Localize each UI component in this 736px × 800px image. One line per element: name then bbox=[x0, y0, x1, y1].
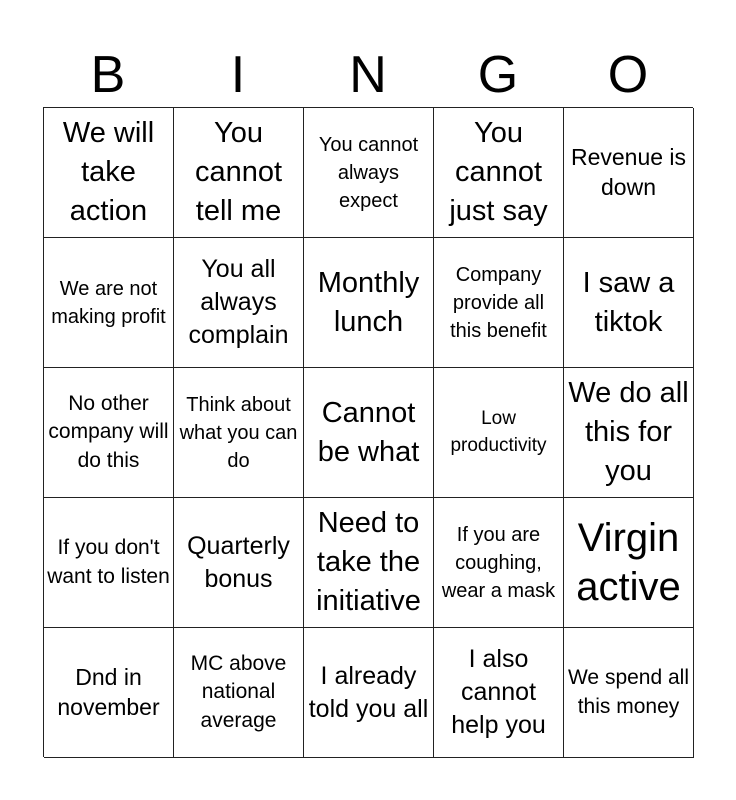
header-letter-o: O bbox=[607, 46, 649, 104]
bingo-cell[interactable] bbox=[564, 498, 694, 628]
bingo-cell[interactable] bbox=[174, 238, 304, 368]
bingo-cell[interactable] bbox=[44, 238, 174, 368]
bingo-cell[interactable] bbox=[174, 498, 304, 628]
bingo-cell[interactable] bbox=[174, 628, 304, 758]
cell-text: MC above national average bbox=[190, 651, 287, 732]
cell-text: We do all this for you bbox=[568, 377, 689, 487]
bingo-board bbox=[43, 107, 693, 757]
cell-text: Dnd in november bbox=[57, 663, 160, 720]
bingo-cell[interactable] bbox=[564, 108, 694, 238]
cell-text: You cannot always expect bbox=[318, 133, 419, 212]
bingo-cell[interactable] bbox=[434, 368, 564, 498]
bingo-cell[interactable] bbox=[44, 368, 174, 498]
cell-text: You cannot tell me bbox=[194, 117, 283, 227]
cell-text: If you are coughing, wear a mask bbox=[441, 523, 556, 602]
cell-text: We will take action bbox=[62, 117, 155, 227]
header-letter-b: B bbox=[90, 46, 126, 104]
bingo-cell[interactable] bbox=[564, 238, 694, 368]
bingo-cell[interactable] bbox=[564, 368, 694, 498]
cell-text: I saw a tiktok bbox=[582, 266, 675, 338]
bingo-cell[interactable] bbox=[304, 108, 434, 238]
cell-text: You cannot just say bbox=[449, 117, 548, 227]
cell-text: You all always complain bbox=[188, 255, 289, 349]
header-letter-i: I bbox=[230, 46, 246, 104]
bingo-cell[interactable] bbox=[564, 628, 694, 758]
bingo-cell[interactable] bbox=[434, 108, 564, 238]
bingo-cell[interactable] bbox=[44, 628, 174, 758]
bingo-cell[interactable] bbox=[304, 238, 434, 368]
bingo-cell[interactable] bbox=[44, 108, 174, 238]
cell-text: Cannot be what bbox=[317, 396, 420, 468]
cell-text: We are not making profit bbox=[51, 277, 166, 328]
cell-text: Low productivity bbox=[450, 407, 547, 456]
bingo-cell[interactable] bbox=[434, 628, 564, 758]
header-letter-n: N bbox=[349, 46, 387, 104]
header-letter-g: G bbox=[477, 46, 519, 104]
cell-text: We spend all this money bbox=[567, 665, 690, 718]
cell-text: No other company will do this bbox=[48, 391, 169, 472]
cell-text: Revenue is down bbox=[570, 143, 687, 200]
bingo-cell[interactable] bbox=[304, 498, 434, 628]
cell-text: Quarterly bonus bbox=[187, 531, 290, 593]
cell-text: I already told you all bbox=[308, 661, 429, 723]
cell-text: Virgin active bbox=[576, 515, 681, 609]
bingo-cell[interactable] bbox=[304, 628, 434, 758]
cell-text: Need to take the initiative bbox=[316, 507, 421, 617]
bingo-cell[interactable] bbox=[434, 238, 564, 368]
bingo-cell[interactable] bbox=[304, 368, 434, 498]
bingo-cell[interactable] bbox=[174, 368, 304, 498]
bingo-cell[interactable] bbox=[434, 498, 564, 628]
bingo-header bbox=[43, 44, 693, 106]
cell-text: Monthly lunch bbox=[317, 266, 420, 338]
cell-text: Think about what you can do bbox=[179, 393, 298, 472]
bingo-cell[interactable] bbox=[44, 498, 174, 628]
cell-text: I also cannot help you bbox=[451, 645, 546, 739]
bingo-cell[interactable] bbox=[174, 108, 304, 238]
cell-text: If you don't want to listen bbox=[47, 535, 170, 588]
cell-text: Company provide all this benefit bbox=[450, 263, 547, 342]
